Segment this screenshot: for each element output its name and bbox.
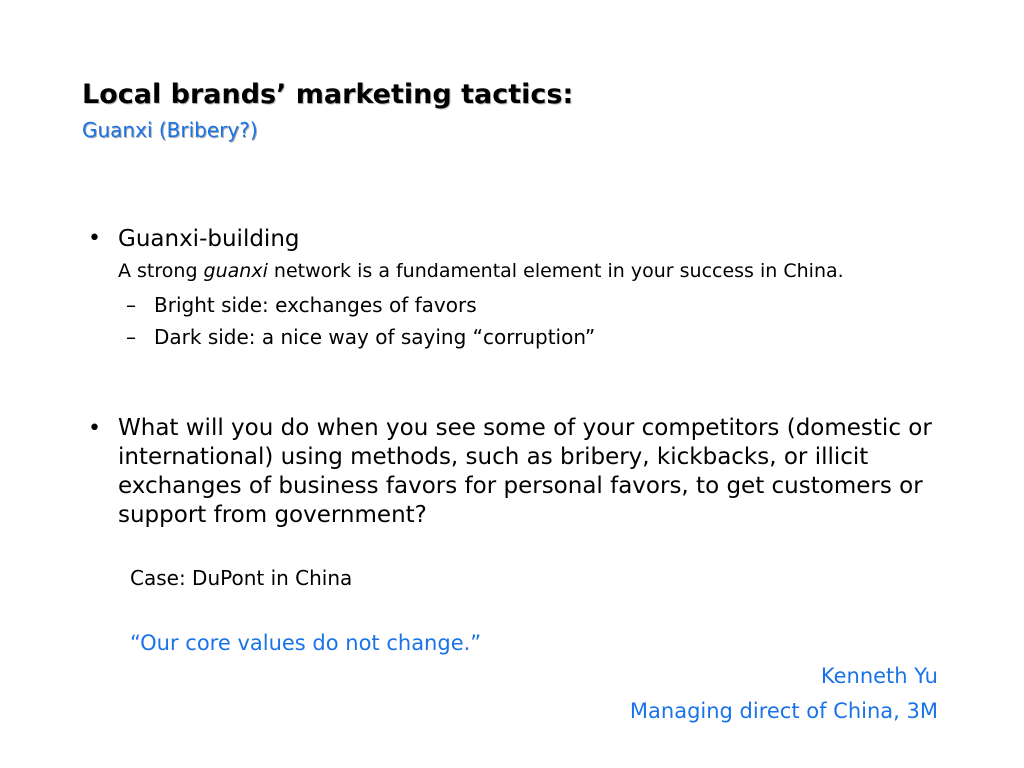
paragraph-emphasis: guanxi (203, 260, 268, 282)
bullet-question (88, 414, 948, 530)
sub-bullet-item (118, 289, 938, 321)
sub-bullet-text: Dark side: a nice way of saying “corruption” (154, 325, 596, 349)
case-reference: Case: DuPont in China (130, 566, 353, 590)
bullet-marker: • (88, 226, 101, 251)
bullet-paragraph (118, 260, 938, 283)
quote-attribution (630, 659, 938, 729)
quote-author: Kenneth Yu (820, 664, 938, 688)
slide-title: Local brands’ marketing tactics: (82, 79, 574, 110)
sub-bullet-marker: – (126, 293, 136, 317)
bullet-marker: • (88, 416, 101, 441)
quote-author-title: Managing direct of China, 3M (629, 699, 938, 723)
slide-subtitle: Guanxi (Bribery?) (82, 118, 258, 142)
sub-bullet-item (118, 321, 938, 353)
paragraph-text-before: A strong (118, 260, 204, 282)
quote-text: “Our core values do not change.” (130, 631, 482, 655)
paragraph-text-after: network is a fundamental element in your success in China. (267, 260, 844, 282)
bullet-guanxi-building (88, 224, 938, 353)
sub-bullet-text: Bright side: exchanges of favors (154, 293, 477, 317)
sub-bullet-list (118, 289, 938, 353)
sub-bullet-marker: – (126, 325, 136, 349)
bullet-heading: Guanxi-building (118, 226, 300, 252)
bullet-question-text: What will you do when you see some of your competitors (domestic or international) using methods, such as bribery, kickbacks, or illicit exchanges of business favors for personal favors, to get customers or support from government? (118, 415, 932, 528)
